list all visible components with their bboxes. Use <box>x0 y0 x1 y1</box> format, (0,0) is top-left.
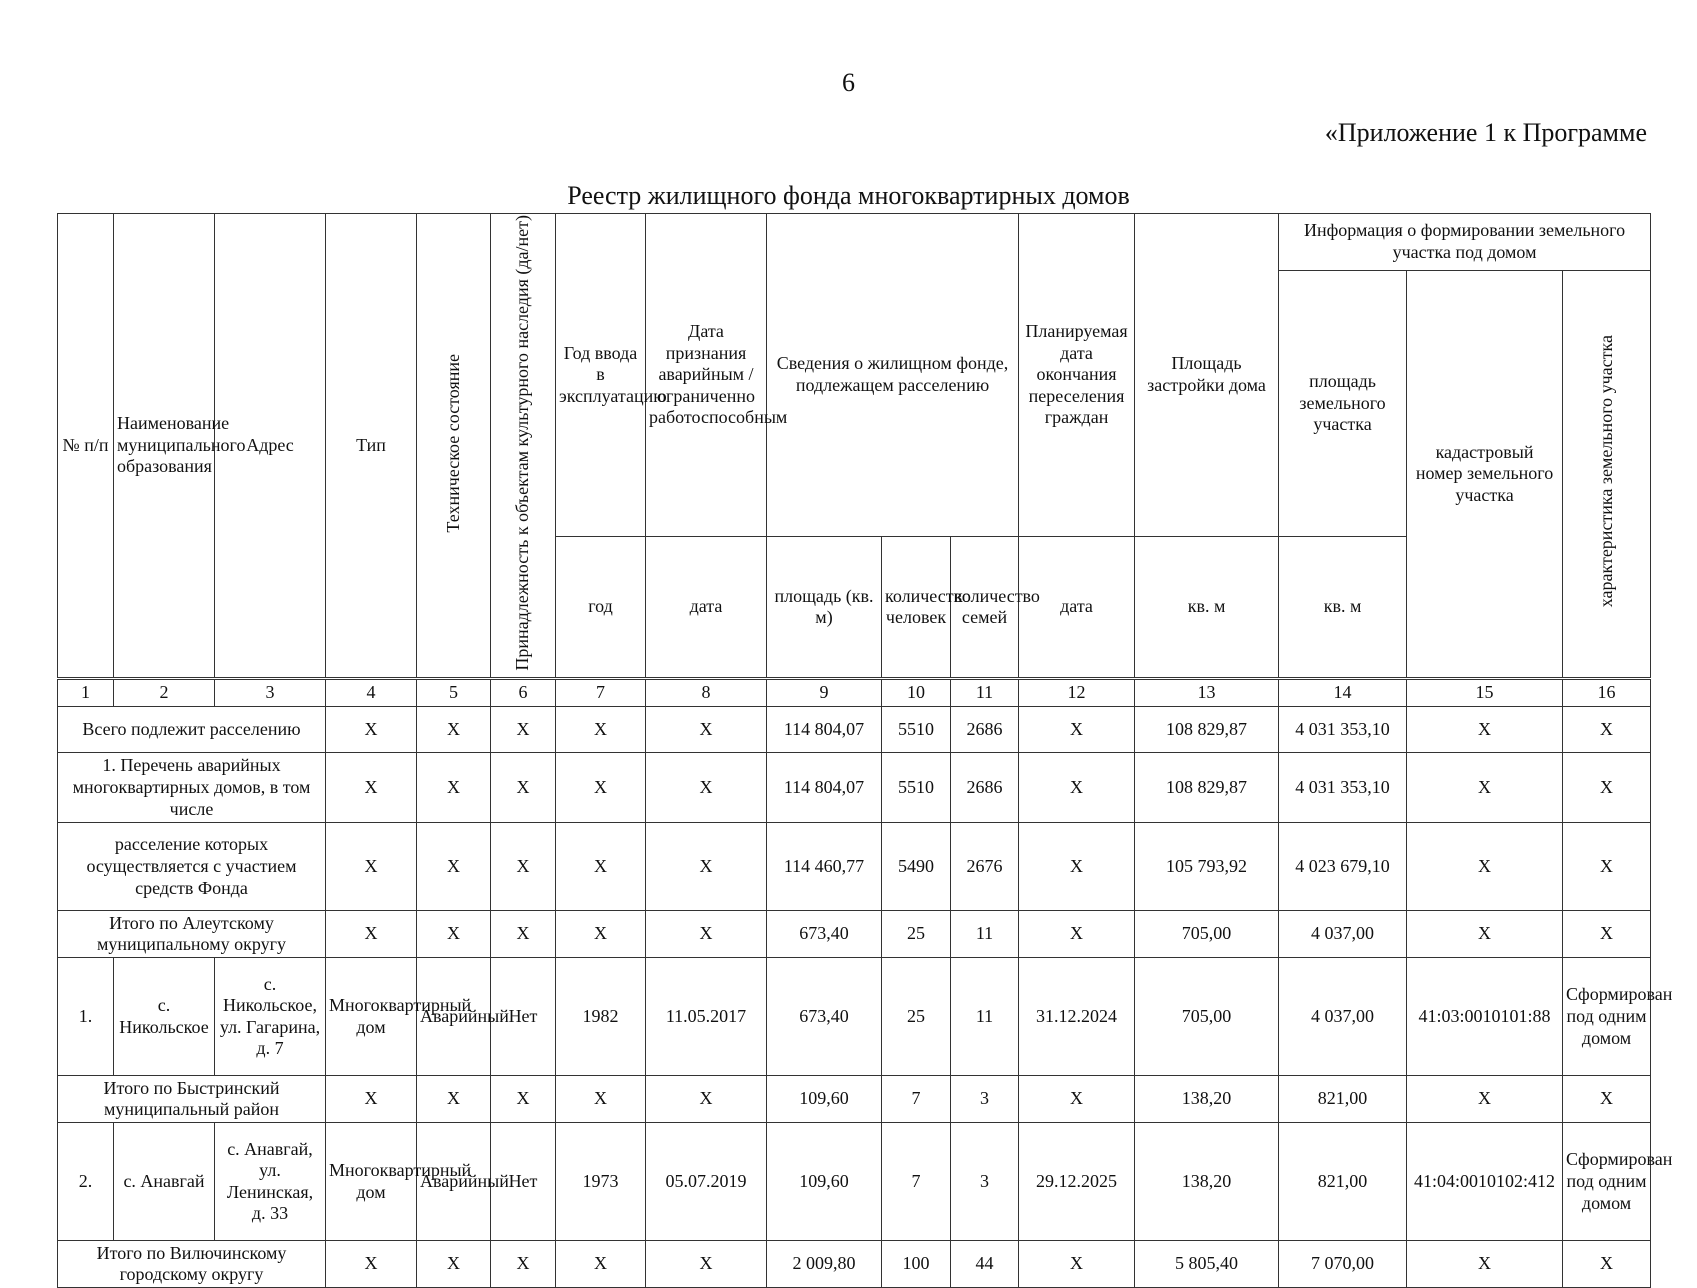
col-number: 3 <box>215 679 326 707</box>
cell-plan: X <box>1019 753 1135 823</box>
cell-land-char: X <box>1563 911 1651 958</box>
col-number: 8 <box>646 679 767 707</box>
col-number: 2 <box>114 679 215 707</box>
cell-area: 114 804,07 <box>767 707 882 753</box>
cell-year: X <box>556 753 646 823</box>
cell-land-area: 4 037,00 <box>1279 911 1407 958</box>
cell-land-area: 7 070,00 <box>1279 1241 1407 1288</box>
cell-families: 2686 <box>951 707 1019 753</box>
cell-year: X <box>556 823 646 911</box>
col-number: 12 <box>1019 679 1135 707</box>
cell-families: 3 <box>951 1076 1019 1123</box>
cell-people: 25 <box>882 958 951 1076</box>
cell-cadastre: X <box>1407 1076 1563 1123</box>
row-label: расселение которых осуществляется с участием средств Фонда <box>58 823 326 911</box>
cell-num: 1. <box>58 958 114 1076</box>
cell-date: X <box>646 707 767 753</box>
cell-year: X <box>556 1076 646 1123</box>
header-land-char-text: характеристика земельного участка <box>1595 335 1616 608</box>
cell-land-area: 4 037,00 <box>1279 958 1407 1076</box>
subtotal-row-aleutsky <box>58 911 1651 958</box>
cell-plan: X <box>1019 1241 1135 1288</box>
header-address: Адрес <box>215 214 326 679</box>
cell-type: X <box>326 707 417 753</box>
header-land-area: площадь земельного участка <box>1279 271 1407 537</box>
cell-type: X <box>326 753 417 823</box>
cell-date: 05.07.2019 <box>646 1123 767 1241</box>
cell-cadastre: 41:04:0010102:412 <box>1407 1123 1563 1241</box>
cell-families: 11 <box>951 958 1019 1076</box>
row-label: Всего подлежит расселению <box>58 707 326 753</box>
col-number: 5 <box>417 679 491 707</box>
housing-registry-table <box>57 213 1673 1288</box>
unit-plan-date: дата <box>1019 537 1135 679</box>
column-number-row <box>58 679 1651 707</box>
header-tech-state-text: Техническое состояние <box>442 353 463 533</box>
cell-families: 2676 <box>951 823 1019 911</box>
cell-state: X <box>417 707 491 753</box>
cell-plan: 29.12.2025 <box>1019 1123 1135 1241</box>
cell-date: X <box>646 1241 767 1288</box>
col-number: 6 <box>491 679 556 707</box>
summary-row-fund <box>58 823 1651 911</box>
page-number: 6 <box>842 68 855 97</box>
col-number: 1 <box>58 679 114 707</box>
cell-build-area: 705,00 <box>1135 958 1279 1076</box>
header-land-char <box>1563 271 1651 679</box>
cell-cadastre: 41:03:0010101:88 <box>1407 958 1563 1076</box>
cell-date: X <box>646 1076 767 1123</box>
summary-row-emergency-list <box>58 753 1651 823</box>
cell-families: 44 <box>951 1241 1019 1288</box>
cell-build-area: 108 829,87 <box>1135 707 1279 753</box>
cell-state: X <box>417 1241 491 1288</box>
col-number: 10 <box>882 679 951 707</box>
cell-people: 7 <box>882 1123 951 1241</box>
cell-date: X <box>646 823 767 911</box>
col-number: 4 <box>326 679 417 707</box>
col-number: 7 <box>556 679 646 707</box>
cell-land-area: 4 023 679,10 <box>1279 823 1407 911</box>
cell-build-area: 5 805,40 <box>1135 1241 1279 1288</box>
header-tech-state <box>417 214 491 679</box>
cell-type: X <box>326 1241 417 1288</box>
cell-state: X <box>417 823 491 911</box>
header-cadastre: кадастровый номер земельного участка <box>1407 271 1563 679</box>
cell-plan: X <box>1019 707 1135 753</box>
cell-build-area: 105 793,92 <box>1135 823 1279 911</box>
cell-land-char: X <box>1563 823 1651 911</box>
cell-build-area: 108 829,87 <box>1135 753 1279 823</box>
cell-land-area: 4 031 353,10 <box>1279 753 1407 823</box>
cell-people: 5510 <box>882 753 951 823</box>
cell-families: 2686 <box>951 753 1019 823</box>
unit-build-area: кв. м <box>1135 537 1279 679</box>
cell-state: X <box>417 1076 491 1123</box>
cell-build-area: 138,20 <box>1135 1076 1279 1123</box>
row-label: Итого по Быстринский муниципальный район <box>58 1076 326 1123</box>
cell-date: X <box>646 911 767 958</box>
header-heritage <box>491 214 556 679</box>
cell-plan: 31.12.2024 <box>1019 958 1135 1076</box>
cell-land-area: 821,00 <box>1279 1076 1407 1123</box>
cell-year: X <box>556 707 646 753</box>
cell-state: X <box>417 753 491 823</box>
header-land-info: Информация о формировании земельного участка под домом <box>1279 214 1651 271</box>
cell-land-area: 821,00 <box>1279 1123 1407 1241</box>
header-emergency-date: Дата признания аварийным /ограниченно работоспособным <box>646 214 767 537</box>
cell-heritage: X <box>491 911 556 958</box>
row-label: Итого по Вилючинскому городскому округу <box>58 1241 326 1288</box>
cell-cadastre: X <box>1407 707 1563 753</box>
cell-heritage: X <box>491 1241 556 1288</box>
cell-state: Аварийный <box>417 1123 491 1241</box>
cell-land-char: X <box>1563 707 1651 753</box>
cell-cadastre: X <box>1407 1241 1563 1288</box>
unit-families: количество семей <box>951 537 1019 679</box>
col-number: 14 <box>1279 679 1407 707</box>
col-number: 11 <box>951 679 1019 707</box>
header-num: № п/п <box>58 214 114 679</box>
cell-people: 7 <box>882 1076 951 1123</box>
cell-plan: X <box>1019 823 1135 911</box>
unit-year: год <box>556 537 646 679</box>
cell-land-area: 4 031 353,10 <box>1279 707 1407 753</box>
cell-people: 100 <box>882 1241 951 1288</box>
cell-build-area: 138,20 <box>1135 1123 1279 1241</box>
house-row-2 <box>58 1123 1651 1241</box>
cell-num: 2. <box>58 1123 114 1241</box>
cell-people: 25 <box>882 911 951 958</box>
cell-land-char: Сформирован под одним домом <box>1563 958 1651 1076</box>
cell-area: 114 804,07 <box>767 753 882 823</box>
cell-state: Аварийный <box>417 958 491 1076</box>
col-number: 9 <box>767 679 882 707</box>
cell-cadastre: X <box>1407 753 1563 823</box>
cell-year: X <box>556 1241 646 1288</box>
cell-type: X <box>326 1076 417 1123</box>
summary-row-total <box>58 707 1651 753</box>
cell-date: 11.05.2017 <box>646 958 767 1076</box>
header-heritage-text: Принадлежность к объектам культурного наследия (да/нет) <box>512 215 533 671</box>
header-municipality: Наименование муниципального образования <box>114 214 215 679</box>
cell-plan: X <box>1019 911 1135 958</box>
cell-year: 1973 <box>556 1123 646 1241</box>
cell-type: X <box>326 911 417 958</box>
cell-heritage: Нет <box>491 1123 556 1241</box>
cell-address: с. Анавгай, ул. Ленинская, д. 33 <box>215 1123 326 1241</box>
cell-year: 1982 <box>556 958 646 1076</box>
row-label: Итого по Алеутскому муниципальному округу <box>58 911 326 958</box>
cell-year: X <box>556 911 646 958</box>
header-row-1 <box>58 214 1651 271</box>
header-planned-date: Планируемая дата окончания переселения граждан <box>1019 214 1135 537</box>
header-building-area: Площадь застройки дома <box>1135 214 1279 537</box>
cell-people: 5490 <box>882 823 951 911</box>
cell-land-char: X <box>1563 1241 1651 1288</box>
cell-people: 5510 <box>882 707 951 753</box>
col-number: 16 <box>1563 679 1651 707</box>
house-row-1 <box>58 958 1651 1076</box>
cell-land-char: Сформирован под одним домом <box>1563 1123 1651 1241</box>
unit-date: дата <box>646 537 767 679</box>
header-housing-info: Сведения о жилищном фонде, подлежащем расселению <box>767 214 1019 537</box>
cell-land-char: X <box>1563 753 1651 823</box>
header-year: Год ввода в эксплуатацию <box>556 214 646 537</box>
appendix-heading: «Приложение 1 к Программе <box>1324 118 1647 147</box>
row-label: 1. Перечень аварийных многоквартирных домов, в том числе <box>58 753 326 823</box>
cell-type: Многоквартирный дом <box>326 1123 417 1241</box>
cell-area: 2 009,80 <box>767 1241 882 1288</box>
cell-cadastre: X <box>1407 911 1563 958</box>
cell-area: 109,60 <box>767 1076 882 1123</box>
header-type: Тип <box>326 214 417 679</box>
cell-type: Многоквартирный дом <box>326 958 417 1076</box>
cell-municipality: с. Никольское <box>114 958 215 1076</box>
cell-type: X <box>326 823 417 911</box>
cell-date: X <box>646 753 767 823</box>
cell-heritage: X <box>491 1076 556 1123</box>
cell-land-char: X <box>1563 1076 1651 1123</box>
unit-land-area: кв. м <box>1279 537 1407 679</box>
cell-plan: X <box>1019 1076 1135 1123</box>
cell-heritage: X <box>491 707 556 753</box>
cell-families: 3 <box>951 1123 1019 1241</box>
col-number: 13 <box>1135 679 1279 707</box>
cell-state: X <box>417 911 491 958</box>
cell-area: 109,60 <box>767 1123 882 1241</box>
cell-cadastre: X <box>1407 823 1563 911</box>
cell-heritage: Нет <box>491 958 556 1076</box>
subtotal-row-bystrinsky <box>58 1076 1651 1123</box>
col-number: 15 <box>1407 679 1563 707</box>
cell-address: с. Никольское, ул. Гагарина, д. 7 <box>215 958 326 1076</box>
cell-area: 114 460,77 <box>767 823 882 911</box>
subtotal-row-vilyuchinsk <box>58 1241 1651 1288</box>
unit-people: количество человек <box>882 537 951 679</box>
cell-families: 11 <box>951 911 1019 958</box>
cell-municipality: с. Анавгай <box>114 1123 215 1241</box>
document-title: Реестр жилищного фонда многоквартирных домов <box>567 181 1130 210</box>
cell-heritage: X <box>491 823 556 911</box>
cell-build-area: 705,00 <box>1135 911 1279 958</box>
unit-area: площадь (кв. м) <box>767 537 882 679</box>
cell-area: 673,40 <box>767 911 882 958</box>
cell-heritage: X <box>491 753 556 823</box>
cell-area: 673,40 <box>767 958 882 1076</box>
